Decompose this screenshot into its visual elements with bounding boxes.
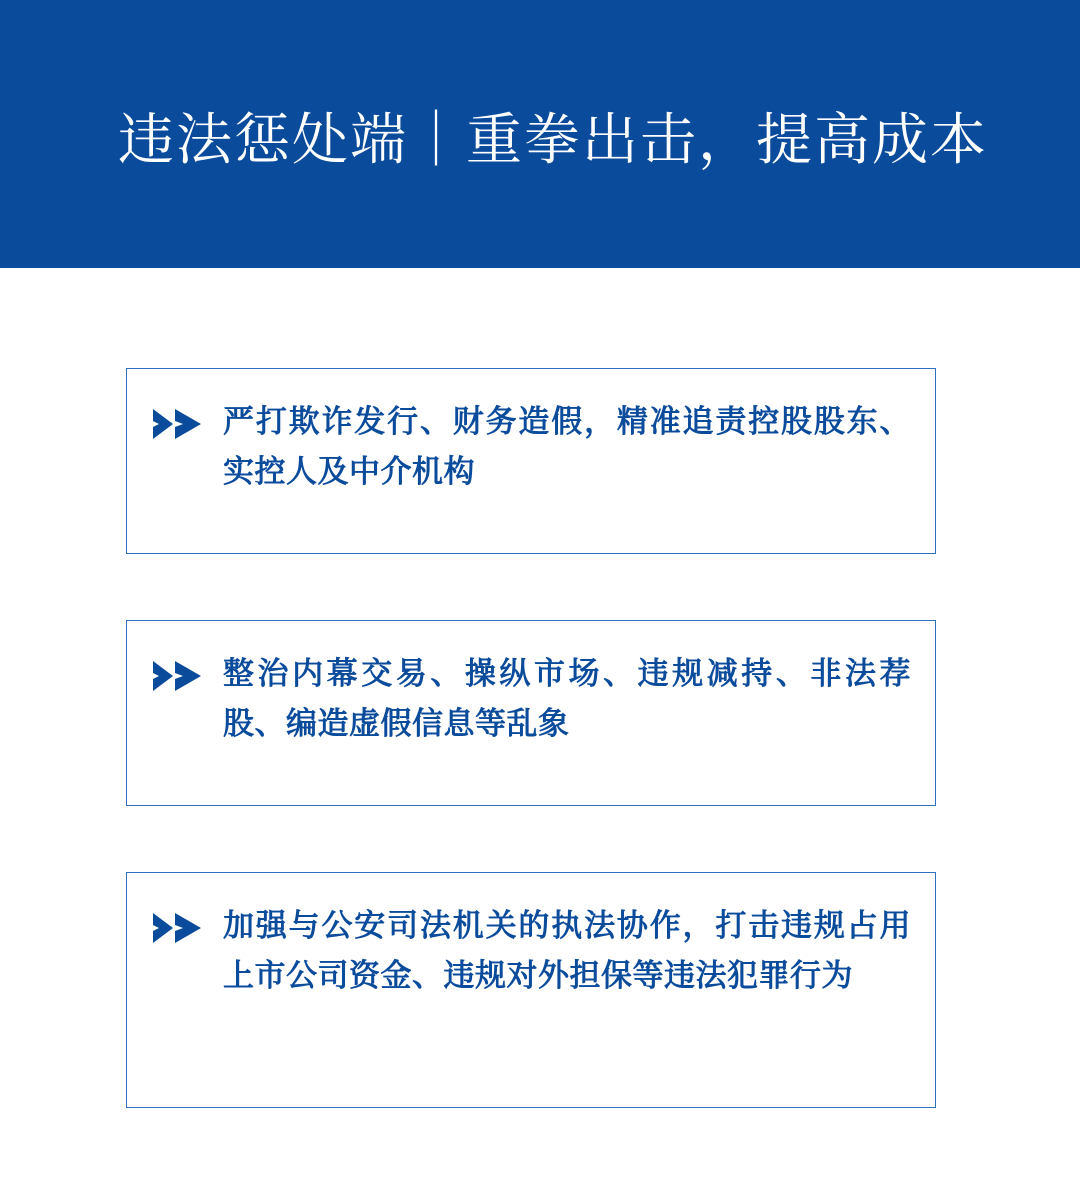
list-item-text: 加强与公安司法机关的执法协作，打击违规占用上市公司资金、违规对外担保等违法犯罪行为 <box>223 908 911 994</box>
double-chevron-right-icon <box>151 899 223 945</box>
list-item <box>126 368 936 554</box>
list-item-text: 严打欺诈发行、财务造假，精准追责控股股东、实控人及中介机构 <box>223 404 911 490</box>
list-item-text: 整治内幕交易、操纵市场、违规减持、非法荐股、编造虚假信息等乱象 <box>223 656 911 742</box>
list-item <box>126 620 936 806</box>
double-chevron-right-icon <box>151 647 223 693</box>
list-item <box>126 872 936 1108</box>
header-band <box>0 0 1080 268</box>
double-chevron-right-icon <box>151 395 223 441</box>
page-title: 违法惩处端｜重拳出击，提高成本 <box>118 108 988 171</box>
